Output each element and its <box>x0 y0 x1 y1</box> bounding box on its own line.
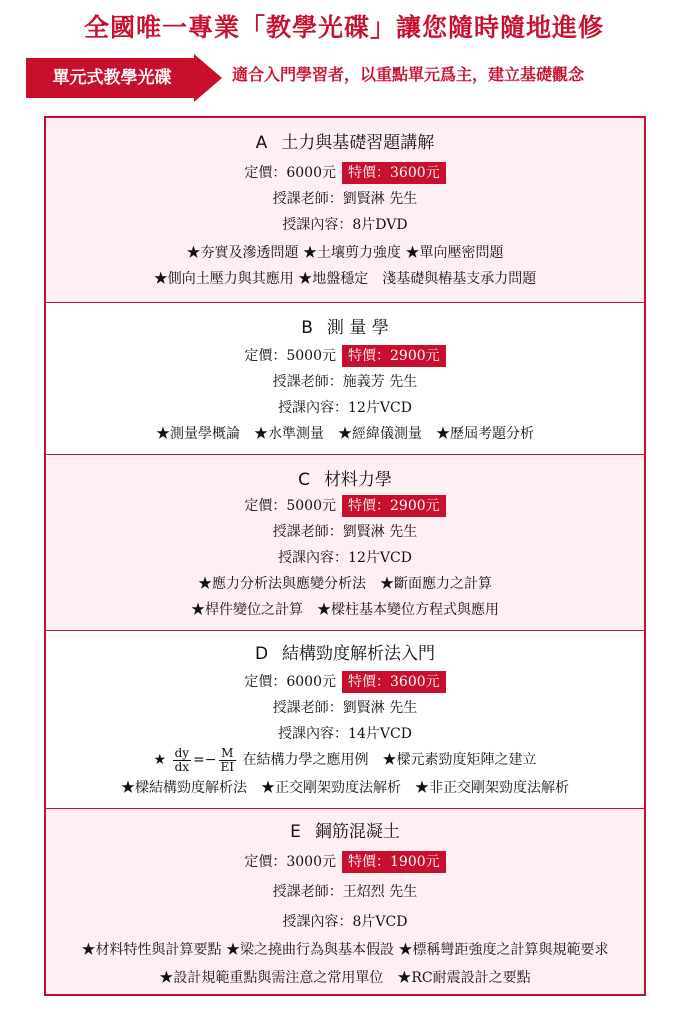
teacher: 授課老師：劉賢淋 先生 <box>272 524 418 540</box>
course-card-d <box>46 630 644 808</box>
fraction-denominator: EI <box>220 759 234 774</box>
topic: ★正交剛架勁度法解析 <box>261 780 401 796</box>
course-letter: C <box>298 470 310 490</box>
price-line <box>46 851 644 873</box>
topic: ★樑元素勁度矩陣之建立 <box>382 752 537 768</box>
course-title <box>46 132 644 154</box>
topic-row <box>46 777 644 799</box>
special-price-badge: 特價：3600元 <box>342 671 446 693</box>
special-price-badge: 特價：2900元 <box>342 495 446 517</box>
topic-row <box>46 268 644 290</box>
course-card-b <box>46 302 644 454</box>
course-name: 結構勁度解析法入門 <box>282 644 436 664</box>
topic: ★側向土壓力與其應用 <box>153 271 294 287</box>
topic-row <box>46 599 644 621</box>
price-line <box>46 495 644 517</box>
fraction-numerator: M <box>219 747 237 761</box>
teacher: 授課老師：劉賢淋 先生 <box>272 700 418 716</box>
topic: ★非正交剛架勁度法解析 <box>415 780 569 796</box>
content: 授課內容：12片VCD <box>278 400 412 416</box>
price-line <box>46 162 644 184</box>
topic: ★夯實及滲透問題 <box>186 245 299 261</box>
course-card-c <box>46 454 644 630</box>
course-title <box>46 821 644 843</box>
topic: ★單向壓密問題 <box>405 245 504 261</box>
fraction-denominator: dx <box>174 759 190 774</box>
teacher: 授課老師：劉賢淋 先生 <box>272 191 418 207</box>
topic: ★斷面應力之計算 <box>380 576 492 592</box>
topic-row-formula <box>46 745 644 775</box>
content: 授課內容：14片VCD <box>278 726 412 742</box>
course-letter: B <box>301 318 313 338</box>
banner-label: 單元式教學光碟 <box>52 68 172 88</box>
content: 授課內容：8片VCD <box>282 914 408 930</box>
topic: ★地盤穩定 淺基礎與樁基支承力問題 <box>298 271 537 287</box>
list-price: 定價：6000元 <box>244 674 336 690</box>
teacher: 授課老師：王炤烈 先生 <box>272 884 418 900</box>
topic: ★歷屆考題分析 <box>436 426 534 442</box>
list-price: 定價：3000元 <box>244 854 336 870</box>
course-letter: E <box>290 822 301 842</box>
fraction-dy-dx <box>173 747 191 774</box>
topic: ★應力分析法與應變分析法 <box>198 576 366 592</box>
topic: ★水準測量 <box>254 426 324 442</box>
topic: ★梁之撓曲行為與基本假設 <box>226 942 394 958</box>
topic: 在結構力學之應用例 <box>242 752 369 768</box>
course-letter: A <box>255 133 268 153</box>
topic-star: ★ <box>153 752 167 768</box>
topic-row <box>46 423 644 445</box>
special-price-badge: 特價：2900元 <box>342 345 446 367</box>
course-list <box>44 116 646 996</box>
list-price: 定價：5000元 <box>244 348 336 364</box>
course-title <box>46 469 644 491</box>
topic: ★RC耐震設計之要點 <box>397 970 531 986</box>
topic: ★土壤剪力強度 <box>303 245 401 261</box>
topic: ★設計規範重點與需注意之常用單位 <box>159 970 384 986</box>
list-price: 定價：5000元 <box>244 498 336 514</box>
topic: ★經緯儀測量 <box>338 426 422 442</box>
topic: ★桿件變位之計算 <box>191 602 303 618</box>
special-price-badge: 特價：1900元 <box>342 851 446 873</box>
course-name: 鋼筋混凝土 <box>314 822 400 842</box>
teacher: 授課老師：施義芳 先生 <box>272 374 418 390</box>
banner-arrow <box>26 54 226 102</box>
topic-row <box>46 573 644 595</box>
fraction-numerator: dy <box>174 745 190 760</box>
topic: ★樑結構勁度解析法 <box>121 780 247 796</box>
price-line <box>46 671 644 693</box>
topic: ★測量學概論 <box>156 426 240 442</box>
content: 授課內容：12片VCD <box>278 550 412 566</box>
course-title <box>46 317 644 339</box>
course-card-e <box>46 808 644 994</box>
equals-minus: =− <box>193 752 217 768</box>
list-price: 定價：6000元 <box>244 165 336 181</box>
topic-row <box>46 939 644 961</box>
course-name: 土力與基礎習題講解 <box>281 133 435 153</box>
topic: ★材料特性與計算要點 <box>81 942 222 958</box>
tagline: 適合入門學習者，以重點單元爲主，建立基礎觀念 <box>232 65 585 84</box>
topic: ★樑柱基本變位方程式與應用 <box>317 602 499 618</box>
course-card-a <box>46 118 644 302</box>
topic: ★標稱彎距強度之計算與規範要求 <box>398 942 609 958</box>
special-price-badge: 特價：3600元 <box>342 162 446 184</box>
course-name: 材料力學 <box>323 470 392 490</box>
fraction-m-ei <box>219 747 237 774</box>
course-title <box>46 643 644 665</box>
content: 授課內容：8片DVD <box>282 217 408 233</box>
course-letter: D <box>254 644 269 664</box>
headline: 全國唯一專業「教學光碟」讓您隨時隨地進修 <box>83 13 604 42</box>
topic-row <box>46 242 644 264</box>
topic-row <box>46 967 644 989</box>
course-name: 測 量 學 <box>326 318 389 338</box>
price-line <box>46 345 644 367</box>
